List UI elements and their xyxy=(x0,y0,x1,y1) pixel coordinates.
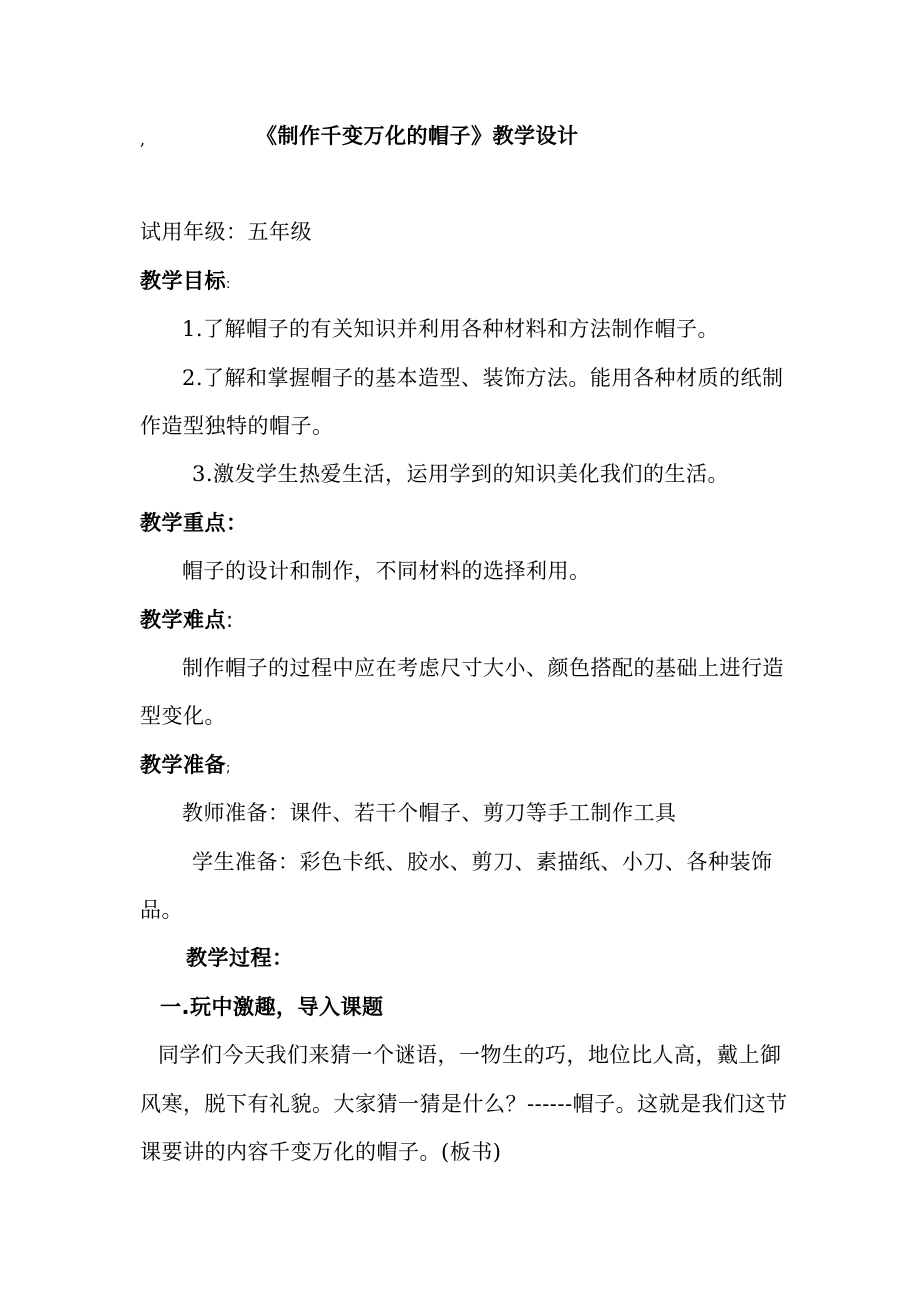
teacher-preparation: 教师准备：课件、若干个帽子、剪刀等手工制作工具 xyxy=(182,801,677,825)
goal-item-2-cont: 作造型独特的帽子。 xyxy=(140,414,334,438)
goals-heading-colon: : xyxy=(226,277,231,292)
difficulty-line-1: 制作帽子的过程中应在考虑尺寸大小、颜色搭配的基础上进行造 xyxy=(182,656,784,680)
grade-line: 试用年级：五年级 xyxy=(140,220,312,244)
difficulty-heading-colon: : xyxy=(226,608,234,632)
preparation-heading-text: 教学准备 xyxy=(140,753,226,777)
goals-heading xyxy=(140,267,231,299)
difficulty-heading-text: 教学难点 xyxy=(140,608,226,632)
goals-heading-text: 教学目标 xyxy=(140,269,226,293)
document-title: 《制作千变万化的帽子》教学设计 xyxy=(256,124,579,148)
keypoint-text: 帽子的设计和制作，不同材料的选择利用。 xyxy=(182,559,591,583)
section-1-line-3: 课要讲的内容千变万化的帽子。(板书) xyxy=(140,1140,502,1164)
goal-item-2: 2.了解和掌握帽子的基本造型、装饰方法。能用各种材质的纸制 xyxy=(182,366,784,390)
difficulty-line-2: 型变化。 xyxy=(140,704,226,728)
section-1-title: 一.玩中激趣，导入课题 xyxy=(160,995,384,1019)
keypoint-heading: 教学重点： xyxy=(140,511,248,535)
preparation-heading xyxy=(140,751,231,783)
goal-item-1: 1.了解帽子的有关知识并利用各种材料和方法制作帽子。 xyxy=(182,317,720,341)
process-heading: 教学过程： xyxy=(186,946,294,970)
section-1-line-2: 风寒，脱下有礼貌。大家猜一猜是什么？------帽子。这就是我们这节 xyxy=(140,1092,788,1116)
student-preparation-line-1: 学生准备：彩色卡纸、胶水、剪刀、素描纸、小刀、各种装饰 xyxy=(192,850,773,874)
difficulty-heading xyxy=(140,606,234,634)
preparation-heading-colon: ; xyxy=(226,761,231,776)
section-1-line-1: 同学们今天我们来猜一个谜语，一物生的巧，地位比人高，戴上御 xyxy=(158,1043,782,1067)
title-mark: , xyxy=(140,130,146,149)
student-preparation-line-2: 品。 xyxy=(140,898,183,922)
goal-item-3: 3.激发学生热爱生活，运用学到的知识美化我们的生活。 xyxy=(192,462,730,486)
